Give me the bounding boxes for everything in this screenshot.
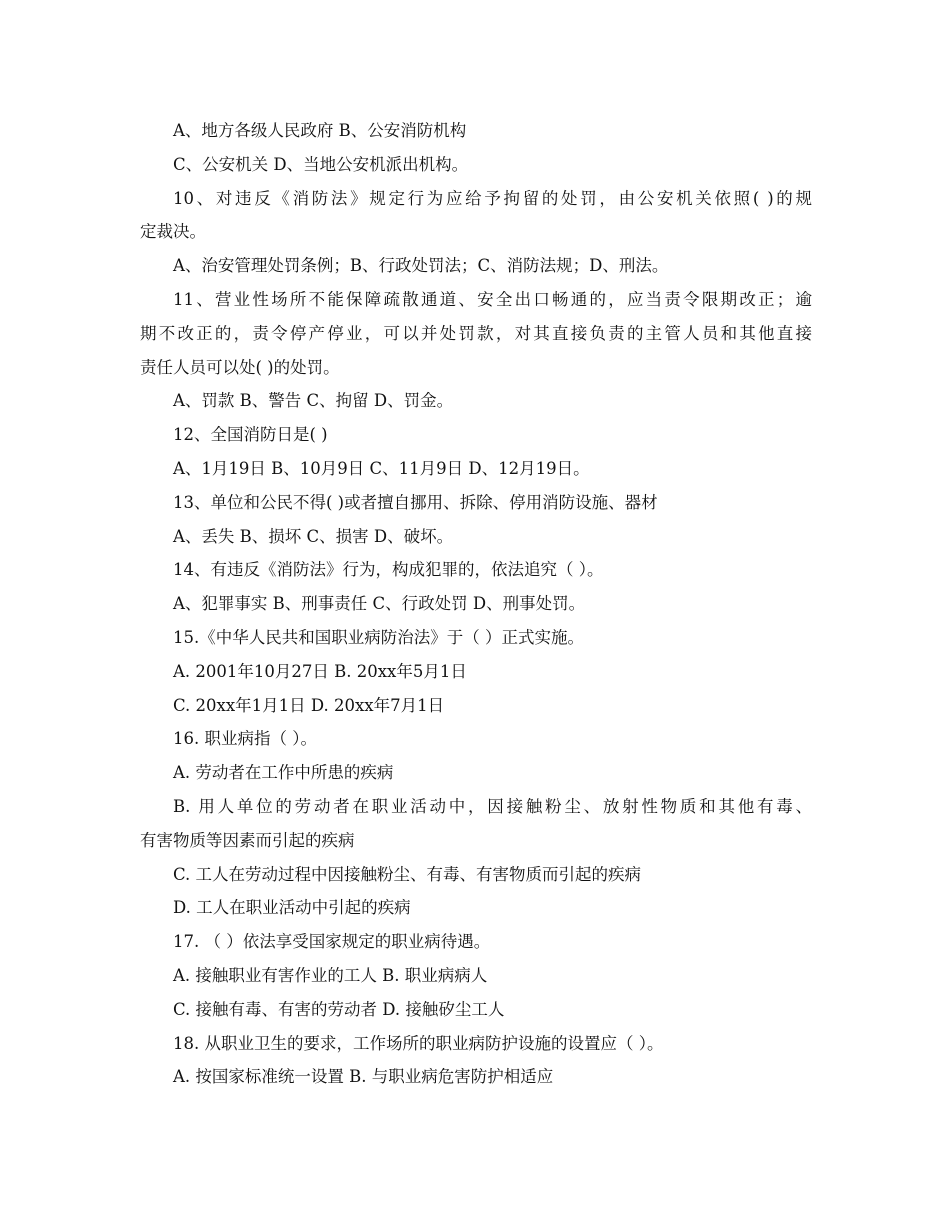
text-line: 11、营业性场所不能保障疏散通道、安全出口畅通的，应当责令限期改正；逾 [173,289,812,309]
text-line: 13、单位和公民不得( )或者擅自挪用、拆除、停用消防设施、器材 [173,492,658,512]
text-line: C. 接触有毒、有害的劳动者 D. 接触矽尘工人 [173,999,505,1019]
text-line: D. 工人在职业活动中引起的疾病 [173,898,411,918]
text-line: 16. 职业病指（ ）。 [173,729,317,749]
text-line: A. 接触职业有害作业的工人 B. 职业病病人 [173,965,488,985]
text-line: A、1月19日 B、10月9日 C、11月9日 D、12月19日。 [173,458,590,478]
text-line: 有害物质等因素而引起的疾病 [140,830,355,850]
text-line: 12、全国消防日是( ) [173,425,328,445]
text-line: 责任人员可以处( )的处罚。 [140,357,340,377]
text-line: A. 按国家标准统一设置 B. 与职业病危害防护相适应 [173,1067,554,1087]
text-line: A. 2001年10月27日 B. 20xx年5月1日 [173,661,467,681]
text-line: 定裁决。 [140,222,206,242]
document-body [140,114,812,1094]
text-line: A、治安管理处罚条例；B、行政处罚法；C、消防法规；D、刑法。 [173,256,669,276]
text-line: 10、对违反《消防法》规定行为应给予拘留的处罚，由公安机关依照( )的规 [173,188,812,208]
text-line: A. 劳动者在工作中所患的疾病 [173,763,394,783]
text-line: A、地方各级人民政府 B、公安消防机构 [173,121,467,140]
text-line: C. 20xx年1月1日 D. 20xx年7月1日 [173,695,445,715]
text-line: B. 用人单位的劳动者在职业活动中，因接触粉尘、放射性物质和其他有毒、 [173,796,812,816]
text-line: 17. （ ）依法享受国家规定的职业病待遇。 [173,932,491,952]
text-line: 期不改正的，责令停产停业，可以并处罚款，对其直接负责的主管人员和其他直接 [140,323,812,343]
text-line: C、公安机关 D、当地公安机派出机构。 [173,154,469,174]
text-line: C. 工人在劳动过程中因接触粉尘、有毒、有害物质而引起的疾病 [173,864,642,884]
text-line: 18. 从职业卫生的要求，工作场所的职业病防护设施的设置应（ ）。 [173,1033,664,1053]
text-line: 14、有违反《消防法》行为，构成犯罪的，依法追究（ ）。 [173,560,604,580]
text-line: A、犯罪事实 B、刑事责任 C、行政处罚 D、刑事处罚。 [173,594,586,614]
text-line: A、罚款 B、警告 C、拘留 D、罚金。 [173,391,454,411]
text-line: 15.《中华人民共和国职业病防治法》于（ ）正式实施。 [173,627,584,647]
text-line: A、丢失 B、损坏 C、损害 D、破坏。 [173,526,454,546]
